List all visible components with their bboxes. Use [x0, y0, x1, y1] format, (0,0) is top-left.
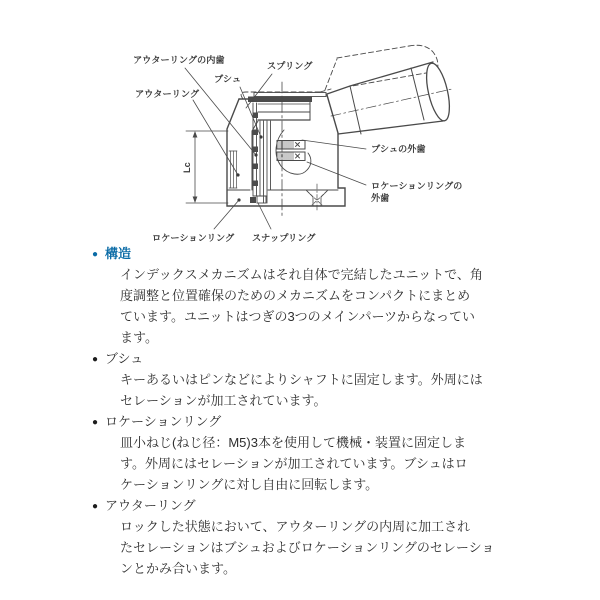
engagement-marks: [296, 143, 300, 159]
item-line: ロックした状態において、アウターリングの内周に加工され: [120, 519, 471, 534]
intro-line: 度調整と位置確保のためのメカニズムをコンパクトにまとめ: [120, 288, 471, 303]
item-line: たセレーションはブシュおよびロケーションリングのセレーショ: [120, 540, 495, 555]
label-location-ring-outer-teeth-line1: ロケーションリングの: [371, 181, 463, 191]
item-line: 皿小ねじ(ねじ径：M5)3本を使用して機械・装置に固定しま: [120, 435, 466, 450]
lever-handle: [327, 61, 454, 134]
item-line: キーあるいはピンなどによりシャフトに固定します。外周には: [120, 372, 483, 387]
label-location-ring: ロケーションリング: [152, 233, 235, 243]
section-heading-title: 構造: [105, 246, 132, 261]
raised-position-dashed-outline: [241, 45, 438, 99]
label-outer-ring-inner-teeth: アウターリングの内歯: [133, 55, 225, 65]
section-heading-structure: [0, 243, 600, 264]
top-cap: [248, 93, 326, 103]
intro-line: ています。ユニットはつぎの3つのメインパーツからなってい: [120, 309, 475, 324]
dimension-lc: [186, 131, 228, 203]
label-spring: スプリング: [267, 61, 313, 71]
label-bush: ブシュ: [214, 74, 242, 84]
label-bush-outer-teeth: ブシュの外歯: [371, 144, 426, 154]
item-line: セレーションが加工されています。: [120, 393, 327, 408]
bullet-icon: ●: [92, 417, 99, 428]
item-title-outer-ring: [0, 495, 600, 516]
index-mechanism-cross-section-diagram: [0, 0, 600, 250]
item-line: す。外周にはセレーションが加工されています。ブシュはロ: [120, 456, 468, 471]
label-location-ring-outer-teeth-line2: 外歯: [371, 193, 390, 203]
screw-hole: [306, 184, 328, 211]
outer-ring-inner-serration: [229, 151, 237, 188]
bullet-icon: ●: [92, 501, 99, 512]
intro-line: インデックスメカニズムはそれ自体で完結したユニットで、角: [120, 267, 483, 282]
item-title-text: ブシュ: [105, 351, 144, 366]
bullet-icon: ●: [92, 249, 99, 260]
serration-hatch: [279, 141, 293, 161]
item-title-text: アウターリング: [105, 498, 196, 513]
inner-structure: [227, 101, 338, 190]
bullet-icon: ●: [92, 354, 99, 365]
label-dimension-lc: Lc: [182, 162, 192, 173]
item-title-bush: [0, 348, 600, 369]
description-text-block: [0, 243, 600, 579]
serration-bands: [276, 130, 311, 174]
label-snap-ring: スナップリング: [252, 233, 316, 243]
intro-line: ます。: [120, 330, 158, 345]
item-line: ケーションリングに対し自由に回転します。: [120, 477, 379, 492]
item-line: ンとかみ合います。: [120, 561, 236, 576]
item-title-text: ロケーションリング: [105, 414, 222, 429]
label-outer-ring: アウターリング: [135, 89, 200, 99]
item-title-location-ring: [0, 411, 600, 432]
